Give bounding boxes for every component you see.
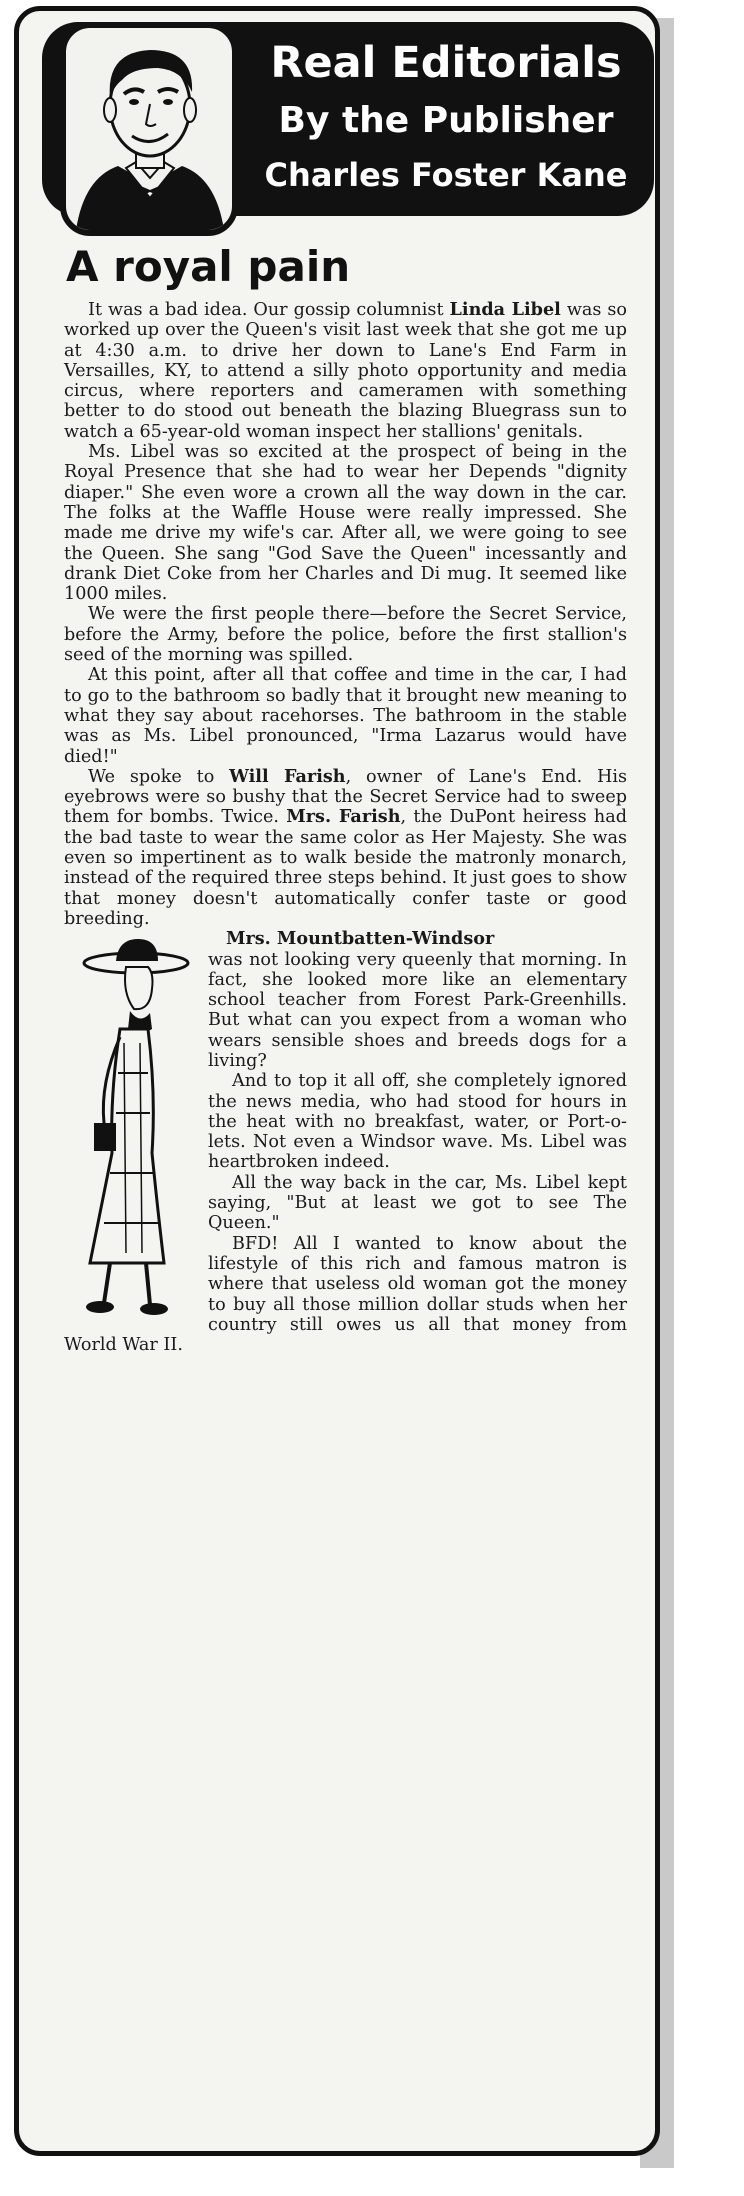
- paragraph-6-text: was not looking very queenly that morning. In fact, she looked more like an elementary school teacher from Forest Park-Greenhills. But what can you expect from a woman who wears sensible shoes and breeds dogs for a living?: [208, 949, 627, 1071]
- masthead-subtitle: By the Publisher: [278, 100, 614, 141]
- masthead-author: Charles Foster Kane: [264, 156, 628, 194]
- publisher-portrait: [60, 22, 238, 236]
- paragraph-4: At this point, after all that coffee and time in the car, I had to go to the bathroom so badly that it brought new meaning to what they say about racehorses. The bathroom in the stable was as Ms. Libel pronounced, "Irma Lazarus would have died!": [64, 665, 627, 767]
- paragraph-9: BFD! All I wanted to know about the lifestyle of this rich and famous matron is where that useless old woman got the money to buy all those million dollar studs when her country still owes us all that money from World War II.: [64, 1233, 627, 1356]
- paragraph-1: [64, 300, 627, 442]
- paragraph-2: Ms. Libel was so excited at the prospect of being in the Royal Presence that she had to wear her Depends "dignity diaper." She even wore a crown all the way down in the car. The folks at the Waffle House were really impressed. She made me drive my wife's car. After all, we were going to see the Queen. She sang "God Save the Queen" incessantly and drank Diet Coke from her Charles and Di mug. It seemed like 1000 miles.: [64, 442, 627, 605]
- paragraph-5-text-a: We spoke to: [88, 766, 230, 787]
- paragraph-5-text-c: , owner of Lane's End. His eyebrows were so bushy that the Secret Service had to sweep them for bombs. Twice.: [64, 766, 627, 828]
- paragraph-5-text-e: , the DuPont heiress had the bad taste to wear the same color as Her Majesty. She was even so impertinent as to walk beside the matronly monarch, instead of the required three steps behind. It just goes to show that money doesn't automatically confer taste or good breeding.: [64, 807, 627, 929]
- publisher-portrait-drawing: [66, 28, 232, 230]
- article-body: [64, 300, 627, 1355]
- paragraph-1-text-a: It was a bad idea. Our gossip columnist: [88, 300, 450, 320]
- masthead-title: Real Editorials: [270, 38, 622, 88]
- paragraph-5: [64, 767, 627, 929]
- paragraph-7: And to top it all off, she completely ignored the news media, who had stood for hours in the heat with no breakfast, water, or Port-o-lets. Not even a Windsor wave. Ms. Libel was heartbroken indeed.: [208, 1071, 627, 1173]
- queen-name: Mrs. Mountbatten-Windsor: [226, 928, 495, 950]
- owner-name: Will Farish: [229, 765, 346, 787]
- columnist-name: Linda Libel: [449, 299, 561, 320]
- queen-illustration: [60, 933, 200, 1323]
- paragraph-3: We were the first people there—before the Secret Service, before the Army, before the police, before the first stallion's seed of the morning was spilled.: [64, 604, 627, 666]
- queen-illustration-drawing: [60, 933, 200, 1323]
- paragraph-8: All the way back in the car, Ms. Libel kept saying, "But at least we got to see The Queen.": [208, 1172, 627, 1234]
- paragraph-1-text-c: was so worked up over the Queen's visit last week that she got me up at 4:30 a.m. to drive her down to Lane's End Farm in Versailles, KY, to attend a silly photo opportunity and media circus, where reporters and cameramen with something better to do stood out beneath the blazing Bluegrass sun to watch a 65-year-old woman inspect her stallions' genitals.: [64, 300, 628, 442]
- heiress-name: Mrs. Farish: [286, 806, 401, 828]
- article-headline: A royal pain: [66, 242, 351, 291]
